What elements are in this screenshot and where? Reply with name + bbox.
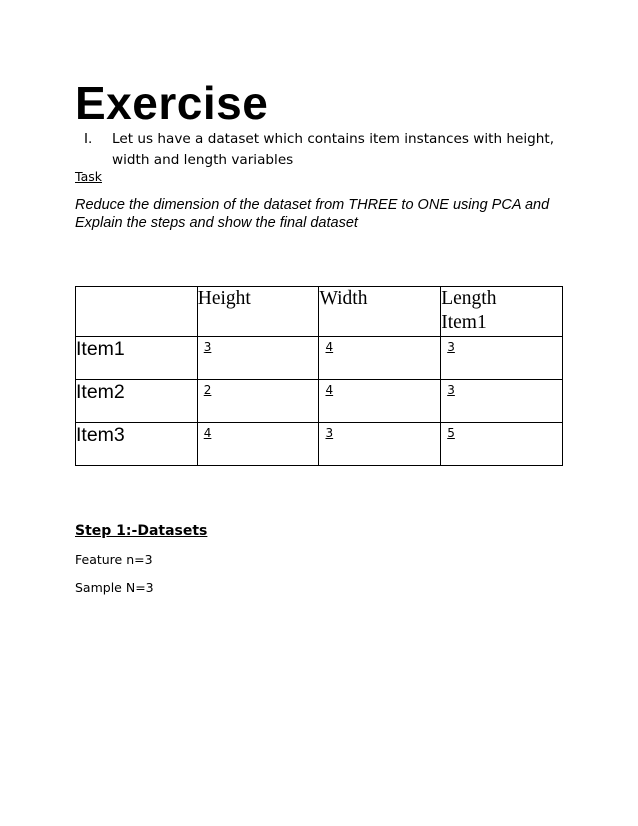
page-title: Exercise [75,77,269,129]
table-cell [319,423,441,466]
task-text: Reduce the dimension of the dataset from THREE to ONE using PCA and Explain the steps and show the final dataset [75,197,550,231]
header-cell-empty [76,287,198,337]
table-cell [319,380,441,423]
cell-value: 3 [203,340,212,354]
item-number: I. [84,131,93,147]
table-cell [441,380,563,423]
table-header-row [76,287,563,337]
cell-value: 4 [325,383,334,397]
row-label: Item3 [76,423,198,466]
table-row [76,380,563,423]
item-text: Let us have a dataset which contains item instances with height, width and length variables [112,131,555,168]
table-cell [197,380,319,423]
table-cell [197,337,319,380]
cell-value: 2 [203,383,212,397]
cell-value: 3 [325,426,334,440]
header-cell-width: Width [319,287,441,337]
feature-count-line: Feature n=3 [75,552,153,567]
cell-value: 3 [447,383,455,397]
cell-value: 3 [447,340,455,354]
row-label: Item1 [76,337,198,380]
dataset-table [75,286,563,466]
row-label: Item2 [76,380,198,423]
table-row [76,337,563,380]
table-cell [197,423,319,466]
table-cell [319,337,441,380]
task-label: Task [75,169,102,184]
header-cell-height: Height [197,287,319,337]
cell-value: 4 [203,426,212,440]
cell-value: 4 [325,340,334,354]
table-cell [441,337,563,380]
cell-value: 5 [447,426,455,440]
header-cell-length: Length Item1 [441,287,563,337]
step1-heading: Step 1:-Datasets [75,523,208,539]
table-row [76,423,563,466]
sample-count-line: Sample N=3 [75,580,154,595]
table-cell [441,423,563,466]
